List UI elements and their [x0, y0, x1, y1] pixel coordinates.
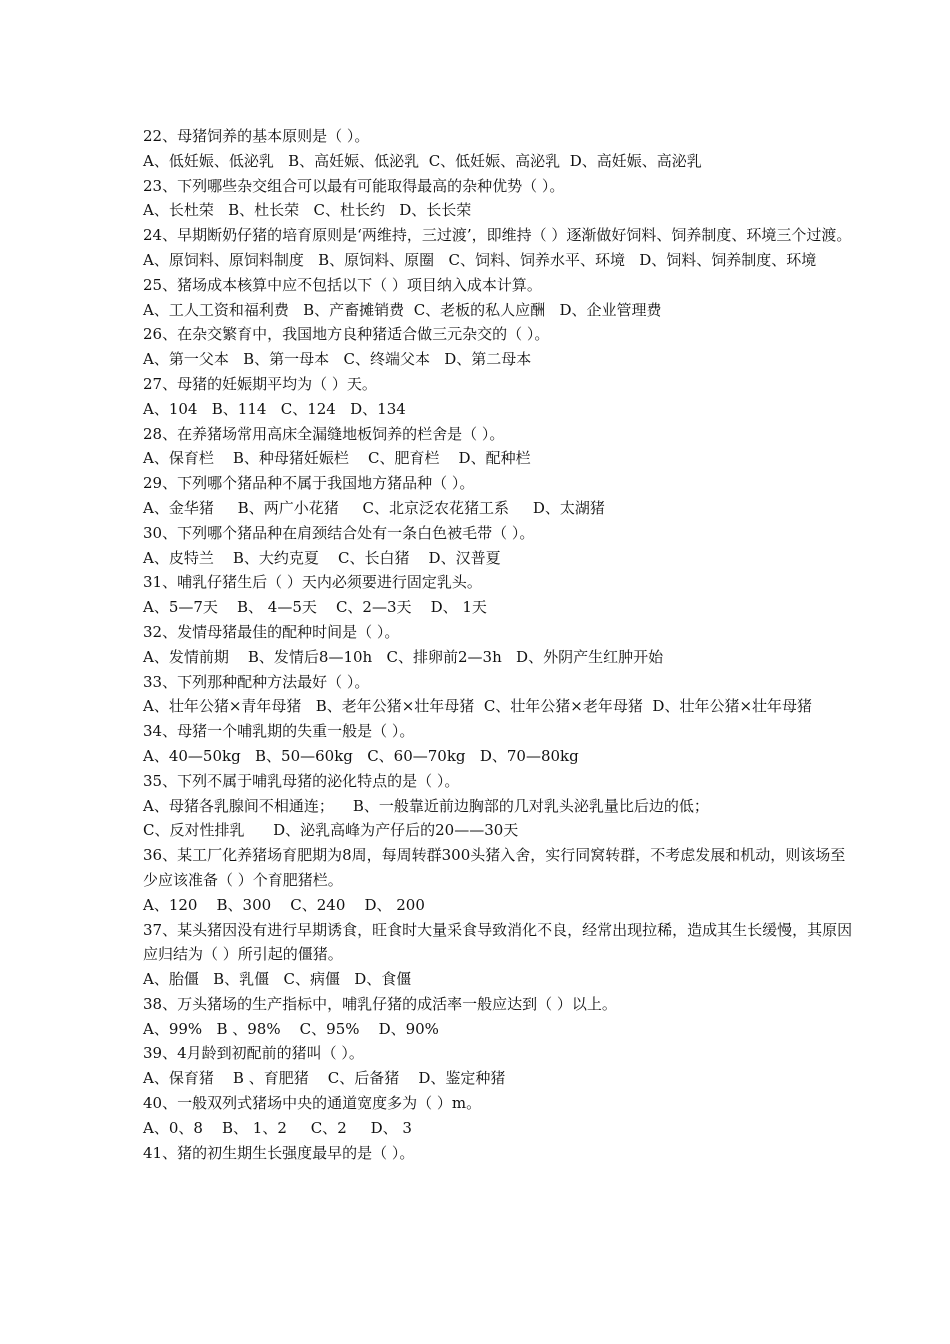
question-39: 39、4月龄到初配前的猪叫（ ）。 [143, 1044, 364, 1063]
options-36: A、120 B、300 C、240 D、 200 [143, 895, 425, 914]
question-30: 30、下列哪个猪品种在肩颈结合处有一条白色被毛带（ ）。 [143, 523, 535, 542]
question-34: 34、母猪一个哺乳期的失重一般是（ ）。 [143, 722, 415, 741]
options-28: A、保育栏 B、种母猪妊娠栏 C、肥育栏 D、配种栏 [143, 449, 531, 468]
options-38: A、99% B 、98% C、95% D、90% [143, 1019, 439, 1038]
question-37: 37、某头猪因没有进行早期诱食，旺食时大量采食导致消化不良，经常出现拉稀，造成其生长缓慢，其原因应归结为（ ）所引起的僵猪。 [143, 920, 853, 964]
question-31: 31、哺乳仔猪生后（ ）天内必须要进行固定乳头。 [143, 573, 482, 592]
question-23: 23、下列哪些杂交组合可以最有可能取得最高的杂种优势（ ）。 [143, 176, 565, 195]
question-24: 24、早期断奶仔猪的培育原则是‘两维持，三过渡’，即维持（ ）逐渐做好饲料、饲养制度、环境三个过渡。 [143, 226, 852, 245]
question-27: 27、母猪的妊娠期平均为（ ）天。 [143, 374, 377, 393]
question-36: 36、某工厂化养猪场育肥期为8周，每周转群300头猪入舍，实行同窝转群，不考虑发展和机动，则该场至少应该准备（ ）个育肥猪栏。 [143, 846, 846, 889]
options-35-c-d: C、反对性排乳 D、泌乳高峰为产仔后的20——30天 [143, 821, 519, 840]
options-24: A、原饲料、原饲料制度 B、原饲料、原圈 C、饲料、饲养水平、环境 D、饲料、饲养制度、环境 [143, 250, 817, 269]
options-34: A、40—50kg B、50—60kg C、60—70kg D、70—80kg [143, 746, 579, 765]
options-26: A、第一父本 B、第一母本 C、终端父本 D、第二母本 [143, 350, 532, 369]
question-40: 40、一般双列式猪场中央的通道宽度多为（ ）m。 [143, 1094, 482, 1113]
question-35: 35、下列不属于哺乳母猪的泌化特点的是（ ）。 [143, 771, 460, 790]
options-32: A、发情前期 B、发情后8—10h C、排卵前2—3h D、外阴产生红肿开始 [143, 647, 664, 666]
options-23: A、长杜荣 B、杜长荣 C、杜长约 D、长长荣 [143, 201, 472, 220]
options-35-a-b: A、母猪各乳腺间不相通连； B、一般靠近前边胸部的几对乳头泌乳量比后边的低； [143, 796, 709, 815]
question-33: 33、下列那种配种方法最好（ ）。 [143, 672, 370, 691]
options-33: A、壮年公猪×青年母猪 B、老年公猪×壮年母猪 C、壮年公猪×老年母猪 D、壮年公猪×壮年母猪 [143, 697, 813, 716]
options-22: A、低妊娠、低泌乳 B、高妊娠、低泌乳 C、低妊娠、高泌乳 D、高妊娠、高泌乳 [143, 151, 702, 170]
question-38: 38、万头猪场的生产指标中，哺乳仔猪的成活率一般应达到（ ）以上。 [143, 994, 617, 1013]
options-31: A、5—7天 B、 4—5天 C、2—3天 D、 1天 [143, 598, 487, 617]
question-25: 25、猪场成本核算中应不包括以下（ ）项目纳入成本计算。 [143, 275, 542, 294]
options-25: A、工人工资和福利费 B、产畜摊销费 C、老板的私人应酬 D、企业管理费 [143, 300, 662, 319]
question-29: 29、下列哪个猪品种不属于我国地方猪品种（ ）。 [143, 474, 475, 493]
options-39: A、保育猪 B 、育肥猪 C、后备猪 D、鉴定种猪 [143, 1069, 506, 1088]
question-28: 28、在养猪场常用高床全漏缝地板饲养的栏舍是（ ）。 [143, 424, 505, 443]
question-41: 41、猪的初生期生长强度最早的是（ ）。 [143, 1143, 415, 1162]
question-26: 26、在杂交繁育中，我国地方良种猪适合做三元杂交的（ ）。 [143, 325, 550, 344]
question-32: 32、发情母猪最佳的配种时间是（ ）。 [143, 622, 400, 641]
options-27: A、104 B、114 C、124 D、134 [143, 399, 406, 418]
options-37: A、胎僵 B、乳僵 C、病僵 D、食僵 [143, 970, 412, 989]
question-22: 22、母猪饲养的基本原则是（ ）。 [143, 127, 370, 145]
question-list [143, 124, 853, 1165]
options-40: A、0、8 B、 1、2 C、2 D、 3 [143, 1118, 412, 1137]
options-29: A、金华猪 B、两广小花猪 C、北京泛农花猪工系 D、太湖猪 [143, 498, 605, 517]
options-30: A、皮特兰 B、大约克夏 C、长白猪 D、汉普夏 [143, 548, 501, 567]
